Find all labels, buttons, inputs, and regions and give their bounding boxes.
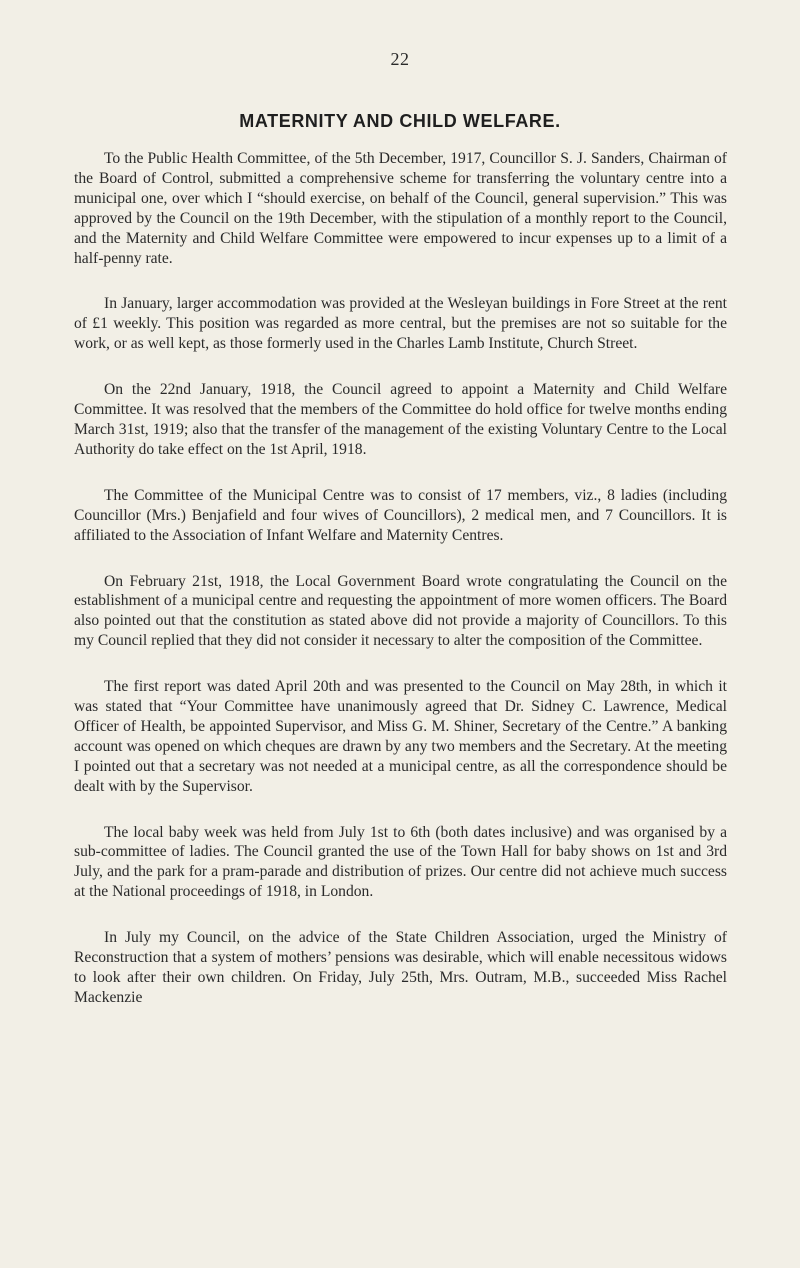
paragraph-2: In January, larger accommodation was provided at the Wesleyan buildings in Fore Street at the rent of £1 weekly. This position was regarded as more central, but the premises are not so suitable for the work, or as well kept, as those formerly used in the Charles Lamb Institute, Church Street. — [74, 295, 727, 353]
paragraph-1: To the Public Health Committee, of the 5th December, 1917, Councillor S. J. Sanders, Chairman of the Board of Control, submitted a comprehensive scheme for transferring the voluntary centre into a municipal one, over which I “should exercise, on behalf of the Council, general supervision.” This was approved by the Council on the 19th December, with the stipulation of a monthly report to the Council, and the Maternity and Child Welfare Committee were empowered to incur expenses up to a limit of a half-penny rate. — [74, 150, 727, 267]
paragraph-6: The first report was dated April 20th and was presented to the Council on May 28th, in which it was stated that “Your Committee have unanimously agreed that Dr. Sidney C. Lawrence, Medical Officer of Health, be appointed Supervisor, and Miss G. M. Shiner, Secretary of the Centre.” A banking account was opened on which cheques are drawn by any two members and the Secretary. At the meeting I pointed out that a secretary was not needed at a municipal centre, as all the correspondence should be dealt with by the Supervisor. — [74, 678, 727, 795]
page-number: 22 — [390, 49, 410, 69]
paragraph-3: On the 22nd January, 1918, the Council agreed to appoint a Maternity and Child Welfare Committee. It was resolved that the members of the Committee do hold office for twelve months ending March 31st, 1919; also that the transfer of the management of the existing Voluntary Centre to the Local Authority do take effect on the 1st April, 1918. — [74, 381, 727, 458]
body-text — [74, 149, 727, 1008]
paragraph-4: The Committee of the Municipal Centre was to consist of 17 members, viz., 8 ladies (including Councillor (Mrs.) Benjafield and four wives of Councillors), 2 medical men, and 7 Councillors. It is affiliated to the Association of Infant Welfare and Maternity Centres. — [74, 486, 727, 544]
paragraph-7: The local baby week was held from July 1st to 6th (both dates inclusive) and was organised by a sub-committee of ladies. The Council granted the use of the Town Hall for baby shows on 1st and 3rd July, and the park for a pram-parade and distribution of prizes. Our centre did not achieve much success at the National proceedings of 1918, in London. — [74, 823, 727, 901]
section-title: MATERNITY AND CHILD WELFARE. — [239, 111, 561, 131]
paragraph-5: On February 21st, 1918, the Local Government Board wrote congratulating the Council on the establishment of a municipal centre and requesting the appointment of more women officers. The Board also pointed out that the constitution as stated above did not provide a majority of Councillors. To this my Council replied that they did not consider it necessary to alter the composition of the Committee. — [74, 572, 727, 650]
paragraph-8: In July my Council, on the advice of the State Children Association, urged the Ministry of Reconstruction that a system of mothers’ pensions was desirable, which will enable necessitous widows to look after their own children. On Friday, July 25th, Mrs. Outram, M.B., succeeded Miss Rachel Mackenzie — [74, 929, 727, 1006]
